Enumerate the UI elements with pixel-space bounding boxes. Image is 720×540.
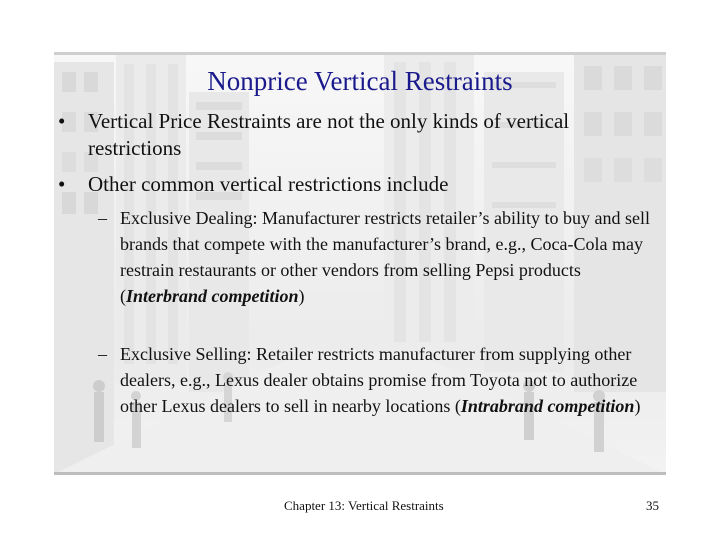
sub-bullet-text: Exclusive Selling: Retailer restricts manufacturer from supplying other dealers, e.g., Lexus dealer obtains promise from Toyota not to authorize other Lexus dealers to sell in nearby locations (Intrabrand competition) [120,344,641,416]
emphasis-interbrand: Interbrand competition [126,286,299,306]
bullet-marker: • [58,172,66,196]
bullet-marker: • [58,109,66,133]
emphasis-intrabrand: Intrabrand competition [460,396,635,416]
bullet-text: Other common vertical restrictions include [88,172,449,196]
bullet-text: Vertical Price Restraints are not the only kinds of vertical restrictions [88,109,570,160]
sub-bullet-item [98,205,658,309]
sub-bullet-marker: – [98,208,107,228]
footer-chapter: Chapter 13: Vertical Restraints [284,498,444,513]
photo-top-edge [54,52,666,55]
bullet-item [58,171,658,198]
footer-page-number: 35 [646,498,659,513]
bullet-item [58,108,658,162]
photo-bottom-edge [54,472,666,475]
slide-title: Nonprice Vertical Restraints [207,66,513,96]
sub-bullet-text: Exclusive Dealing: Manufacturer restricts retailer’s ability to buy and sell brands that compete with the manufacturer’s brand, e.g., Coca-Cola may restrain restaurants or other vendors from selling Pepsi products (Interbrand competition) [120,208,650,306]
sub-bullet-marker: – [98,344,107,364]
sub-bullet-item [98,341,658,419]
